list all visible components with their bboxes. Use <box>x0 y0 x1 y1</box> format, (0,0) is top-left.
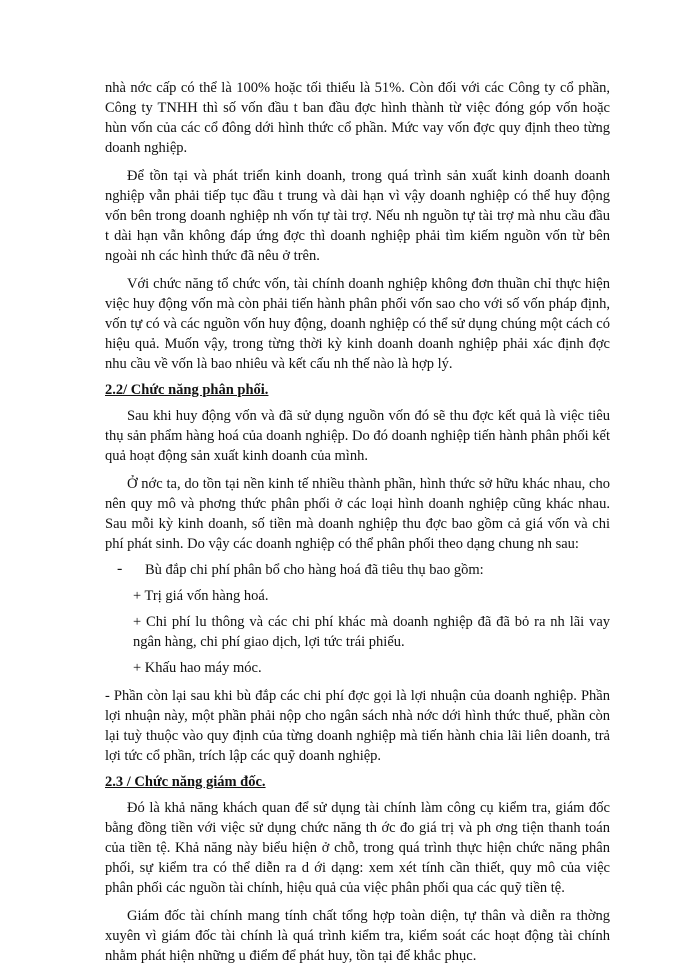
paragraph-long-term-investment: Để tồn tại và phát triển kinh doanh, trong quá trình sản xuất kinh doanh doanh nghiệp vẫn phải tiếp tục đầu t trung và dài hạn vì vậy doanh nghiệp có thể huy động vốn bên trong doanh nghiệp nh vốn tự tài trợ. Nếu nh nguồn tự tài trợ mà nhu cầu đầu t dài hạn vẫn không đáp ứng đợc thì doanh nghiệp phải tìm kiếm nguồn vốn từ bên ngoài nh các hình thức đã nêu ở trên. <box>105 168 610 264</box>
list-item-cost-compensation <box>105 560 610 580</box>
sub-item-goods-cost: + Trị giá vốn hàng hoá. <box>133 588 269 604</box>
paragraph-distribution-intro: Sau khi huy động vốn và đã sử dụng nguồn vốn đó sẽ thu đợc kết quả là việc tiêu thụ sản phẩm hàng hoá của doanh nghiệp. Do đó doanh nghiệp tiến hành phân phối kết quả hoạt động sản xuất kinh doanh của mình. <box>105 408 610 464</box>
list-item-text: Bù đắp chi phí phân bổ cho hàng hoá đã tiêu thụ bao gồm: <box>145 562 484 578</box>
paragraph-distribution-forms: Ở nớc ta, do tồn tại nền kinh tế nhiều thành phần, hình thức sở hữu khác nhau, cho nên quy mô và phơng thức phân phối ở các loại hình doanh nghiệp cũng khác nhau. Sau mỗi kỳ kinh doanh, số tiền mà doanh nghiệp thu đợc bao gồm cả giá vốn và chi phí phát sinh. Do vậy các doanh nghiệp có thể phân phối theo dạng chung nh sau: <box>105 476 610 552</box>
heading-supervision-function: 2.3 / Chức năng giám đốc. <box>105 774 266 790</box>
paragraph-profit: - Phần còn lại sau khi bù đắp các chi phí đợc gọi là lợi nhuận của doanh nghiệp. Phần lợi nhuận này, một phần phải nộp cho ngân sách nhà nớc dới hình thức thuế, phần còn lại tuỳ thuộc vào quy định của từng doanh nghiệp mà tiến hành chia lãi liên doanh, trả lợi tức cổ phần, trích lập các quỹ doanh nghiệp. <box>105 688 610 764</box>
dash-bullet: - <box>117 560 123 577</box>
paragraph-supervision-nature: Giám đốc tài chính mang tính chất tổng hợp toàn diện, tự thân và diễn ra thờng xuyên vì giám đốc tài chính là quá trình kiểm tra, kiểm soát các hoạt động tài chính nhằm phát hiện những u điểm để phát huy, tồn tại để khắc phục. <box>105 908 610 964</box>
paragraph-capital-organization: Với chức năng tổ chức vốn, tài chính doanh nghiệp không đơn thuần chỉ thực hiện việc huy động vốn mà còn phải tiến hành phân phối vốn sao cho với số vốn pháp định, vốn tự có và các nguồn vốn huy động, doanh nghiệp có thể sử dụng chúng một cách có hiệu quả. Muốn vậy, trong từng thời kỳ kinh doanh doanh nghiệp phải xác định đợc nhu cầu về vốn là bao nhiêu và kết cấu nh thế nào là hợp lý. <box>105 276 610 372</box>
paragraph-capital-ownership: nhà nớc cấp có thể là 100% hoặc tối thiểu là 51%. Còn đối với các Công ty cổ phần, Công ty TNHH thì số vốn đầu t ban đầu đợc hình thành từ việc đóng góp vốn hoặc hùn vốn của các cổ đông dới hình thức cổ phần. Mức vay vốn đợc quy định theo từng doanh nghiệp. <box>105 80 610 156</box>
heading-distribution-function: 2.2/ Chức năng phân phối. <box>105 382 269 398</box>
sub-item-circulation-cost: + Chi phí lu thông và các chi phí khác mà doanh nghiệp đã đã bỏ ra nh lãi vay ngân hàng, chi phí giao dịch, lợi tức trái phiếu. <box>133 614 610 650</box>
sub-item-depreciation: + Khấu hao máy móc. <box>133 660 262 676</box>
paragraph-supervision-definition: Đó là khả năng khách quan để sử dụng tài chính làm công cụ kiểm tra, giám đốc bằng đồng tiền với việc sử dụng chức năng th ớc đo giá trị và ph ơng tiện thanh toán của tiền tệ. Khả năng này biểu hiện ở chỗ, trong quá trình thực hiện chức năng phân phối, sự kiểm tra có thể diễn ra d ới dạng: xem xét tính cần thiết, quy mô của việc phân phối các nguồn tài chính, hiệu quả của việc phân phối qua các quỹ tiền tệ. <box>105 800 610 896</box>
